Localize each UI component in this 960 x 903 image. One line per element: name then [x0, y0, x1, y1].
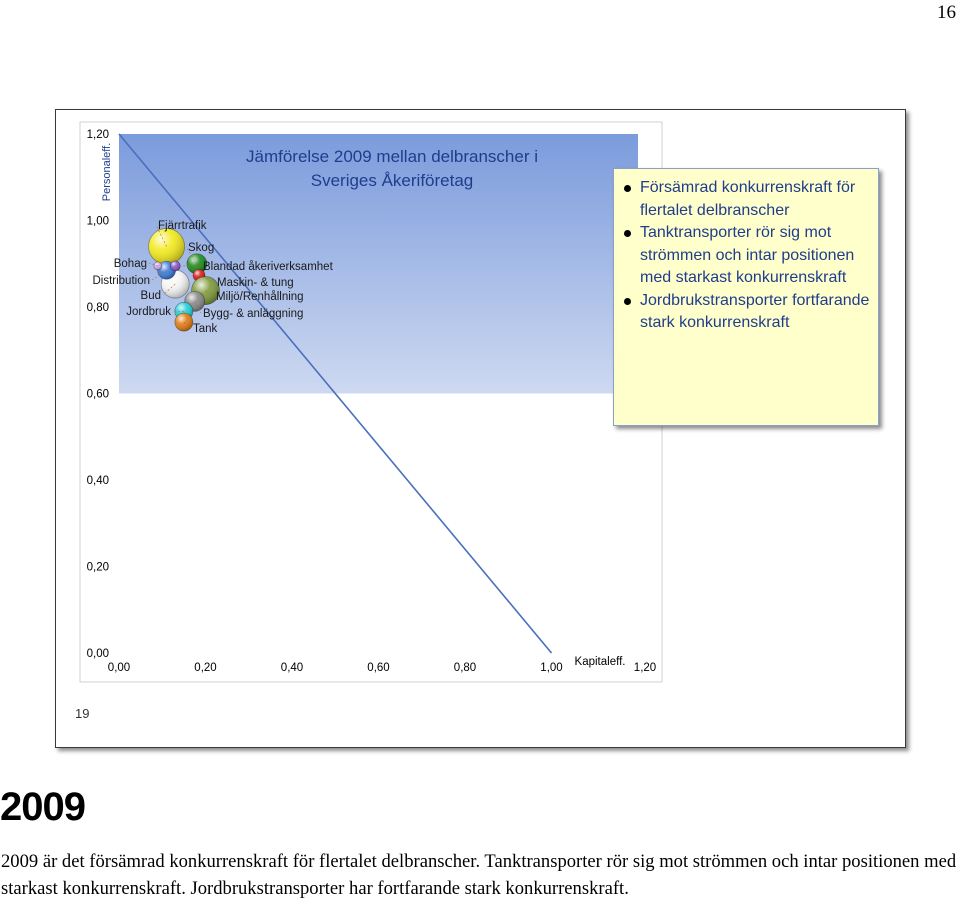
section-heading: 2009: [0, 785, 85, 829]
point-label: Bygg- & anläggning: [203, 308, 304, 320]
note-box: [613, 168, 879, 426]
note-item: Försämrad konkurrenskraft för flertalet delbranscher: [622, 177, 870, 222]
x-tick-label: 0,60: [367, 662, 390, 674]
bubble-highlight: [149, 228, 185, 264]
point-label: Bud: [140, 290, 161, 302]
y-tick-label: 0,20: [86, 561, 109, 574]
y-tick-label: 1,00: [86, 215, 109, 228]
bullet-icon: [624, 230, 631, 237]
x-tick-label: 1,00: [540, 662, 563, 674]
point-label: Tank: [193, 323, 218, 335]
note-list: [622, 177, 870, 335]
x-axis-label: Kapitaleff.: [574, 656, 626, 668]
y-tick-label: 0,00: [86, 648, 109, 660]
note-item: Tanktransporter rör sig mot strömmen och intar positionen med starkast konkurrenskraft: [622, 222, 870, 290]
x-tick-label: 0,20: [194, 662, 217, 674]
x-tick-label: 0,40: [280, 662, 304, 674]
y-tick-label: 1,20: [86, 129, 109, 141]
y-tick-label: 0,60: [86, 388, 109, 401]
point-label: Bohag: [113, 258, 147, 270]
x-tick-label: 1,20: [633, 662, 657, 674]
y-tick-label: 0,80: [86, 302, 109, 314]
point-label: Jordbruk: [126, 306, 171, 318]
x-tick-label: 0,80: [453, 662, 477, 674]
point-label: Skog: [188, 242, 215, 254]
point-label: Blandad åkeriverksamhet: [203, 261, 333, 273]
slide-number: 19: [75, 706, 90, 721]
y-axis-label: Personaleff.: [101, 142, 113, 202]
chart-title-line-2: Sveriges Åkeriföretag: [310, 171, 474, 190]
note-item: Jordbrukstransporter fortfarande stark konkurrenskraft: [622, 290, 870, 335]
point-label: Distribution: [92, 275, 150, 287]
point-label: Fjärrtrafik: [158, 220, 207, 232]
y-tick-label: 0,40: [86, 475, 109, 487]
bullet-icon: [624, 298, 631, 305]
bullet-icon: [624, 185, 631, 192]
body-paragraph: 2009 är det försämrad konkurrenskraft för flertalet delbranscher. Tanktransporter rör sig mot strömmen och intar positionen med starkast konkurrenskraft. Jordbrukstransporter har fortfarande stark konkurrenskraft.: [1, 851, 957, 899]
page-number: 16: [937, 2, 956, 23]
point-label: Maskin- & tung: [217, 277, 294, 289]
point-label: Miljö/Renhållning: [216, 291, 304, 303]
x-tick-label: 0,00: [107, 662, 131, 674]
chart-title-line-1: Jämförelse 2009 mellan delbranscher i: [246, 147, 538, 166]
